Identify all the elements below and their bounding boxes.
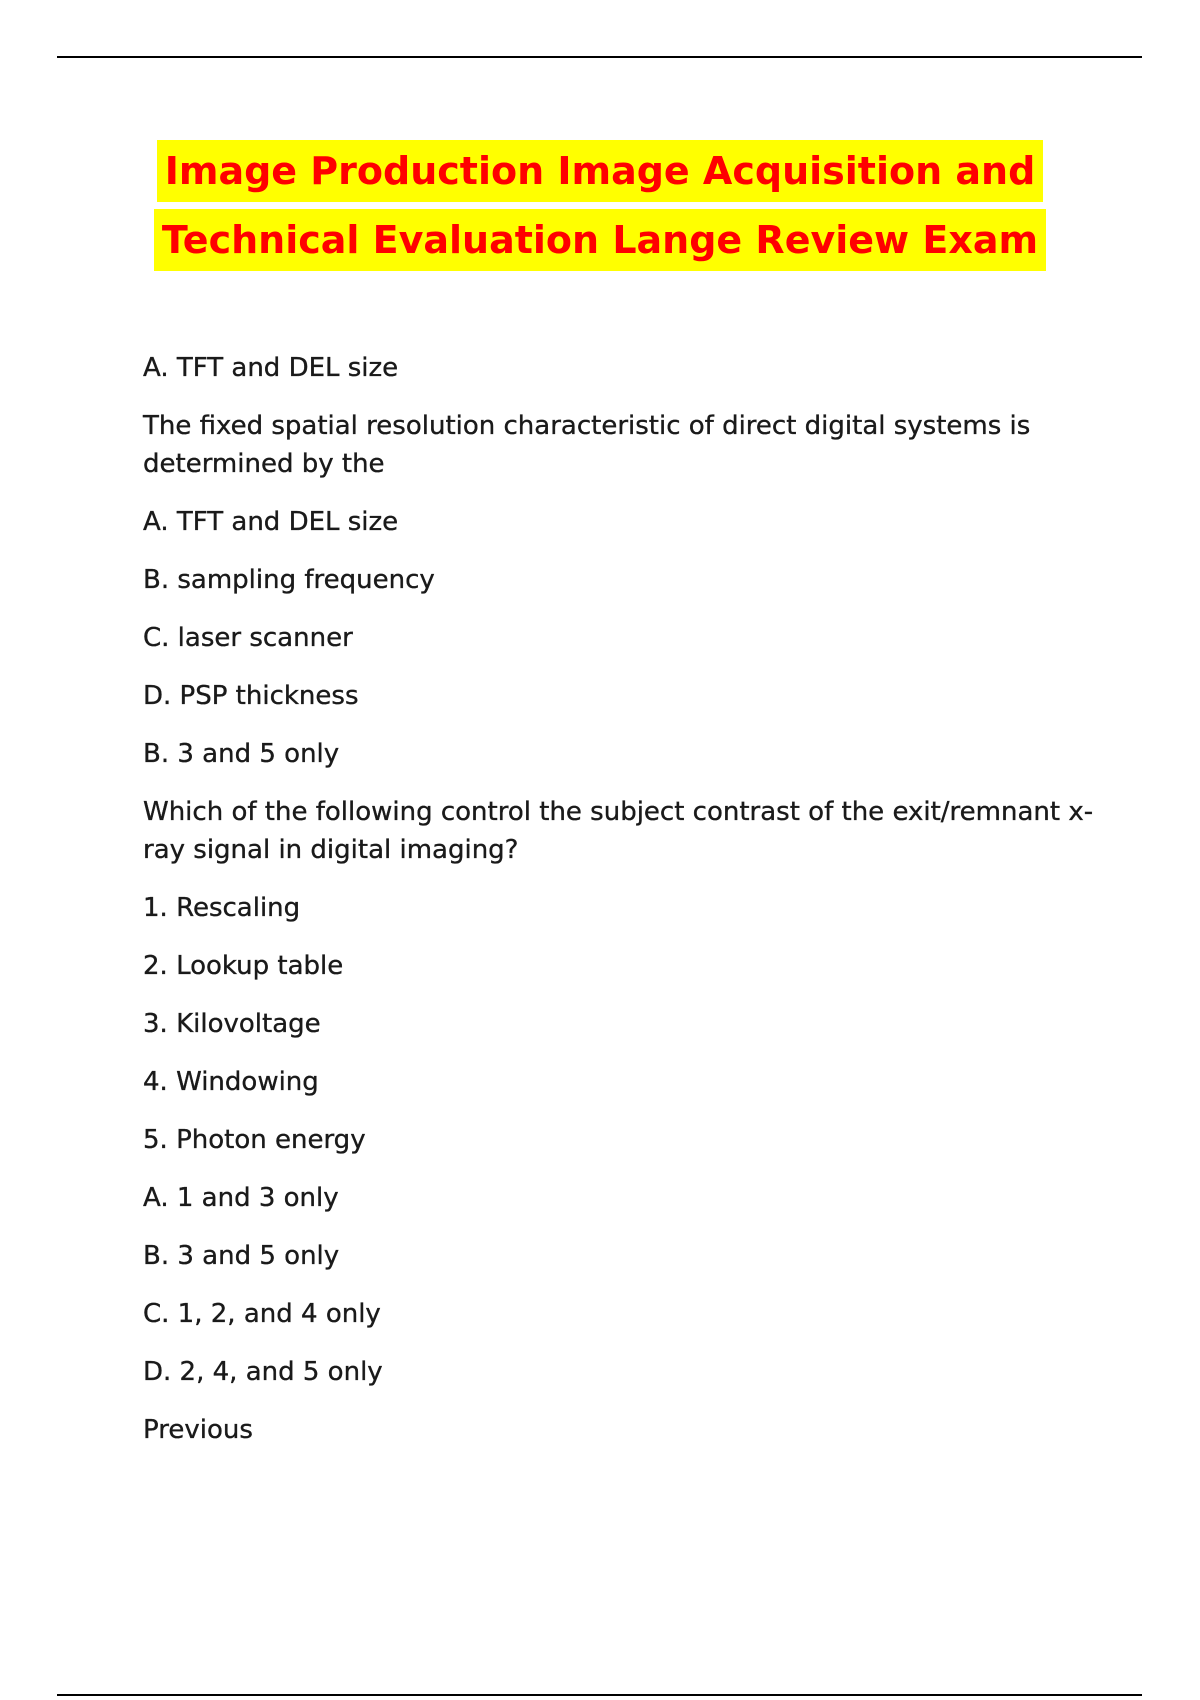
- title-line-2: Technical Evaluation Lange Review Exam: [154, 209, 1046, 271]
- answer-line: A. TFT and DEL size: [143, 353, 399, 383]
- question-text: Which of the following control the subject contrast of the exit/remnant x-ray signal in digital imaging?: [143, 797, 1094, 865]
- option-c: C. 1, 2, and 4 only: [143, 1299, 381, 1329]
- numbered-item: 2. Lookup table: [143, 951, 344, 981]
- answer-line: B. 3 and 5 only: [143, 739, 340, 769]
- option-c: C. laser scanner: [143, 623, 353, 653]
- numbered-item: 5. Photon energy: [143, 1125, 366, 1155]
- option-b: B. 3 and 5 only: [143, 1241, 340, 1271]
- numbered-item: 3. Kilovoltage: [143, 1009, 321, 1039]
- page-title: [0, 140, 1200, 271]
- question-text: The fixed spatial resolution characteristic of direct digital systems is determined by the: [143, 411, 1031, 479]
- option-d: D. 2, 4, and 5 only: [143, 1357, 383, 1387]
- header-rule: [57, 56, 1142, 58]
- document-body: [143, 349, 1103, 1469]
- option-a: A. 1 and 3 only: [143, 1183, 339, 1213]
- title-line-1: Image Production Image Acquisition and: [157, 140, 1044, 202]
- option-b: B. sampling frequency: [143, 565, 435, 595]
- option-a: A. TFT and DEL size: [143, 507, 399, 537]
- numbered-item: 1. Rescaling: [143, 893, 301, 923]
- option-d: D. PSP thickness: [143, 681, 359, 711]
- previous-label: Previous: [143, 1415, 253, 1445]
- numbered-item: 4. Windowing: [143, 1067, 319, 1097]
- footer-rule: [57, 1694, 1142, 1696]
